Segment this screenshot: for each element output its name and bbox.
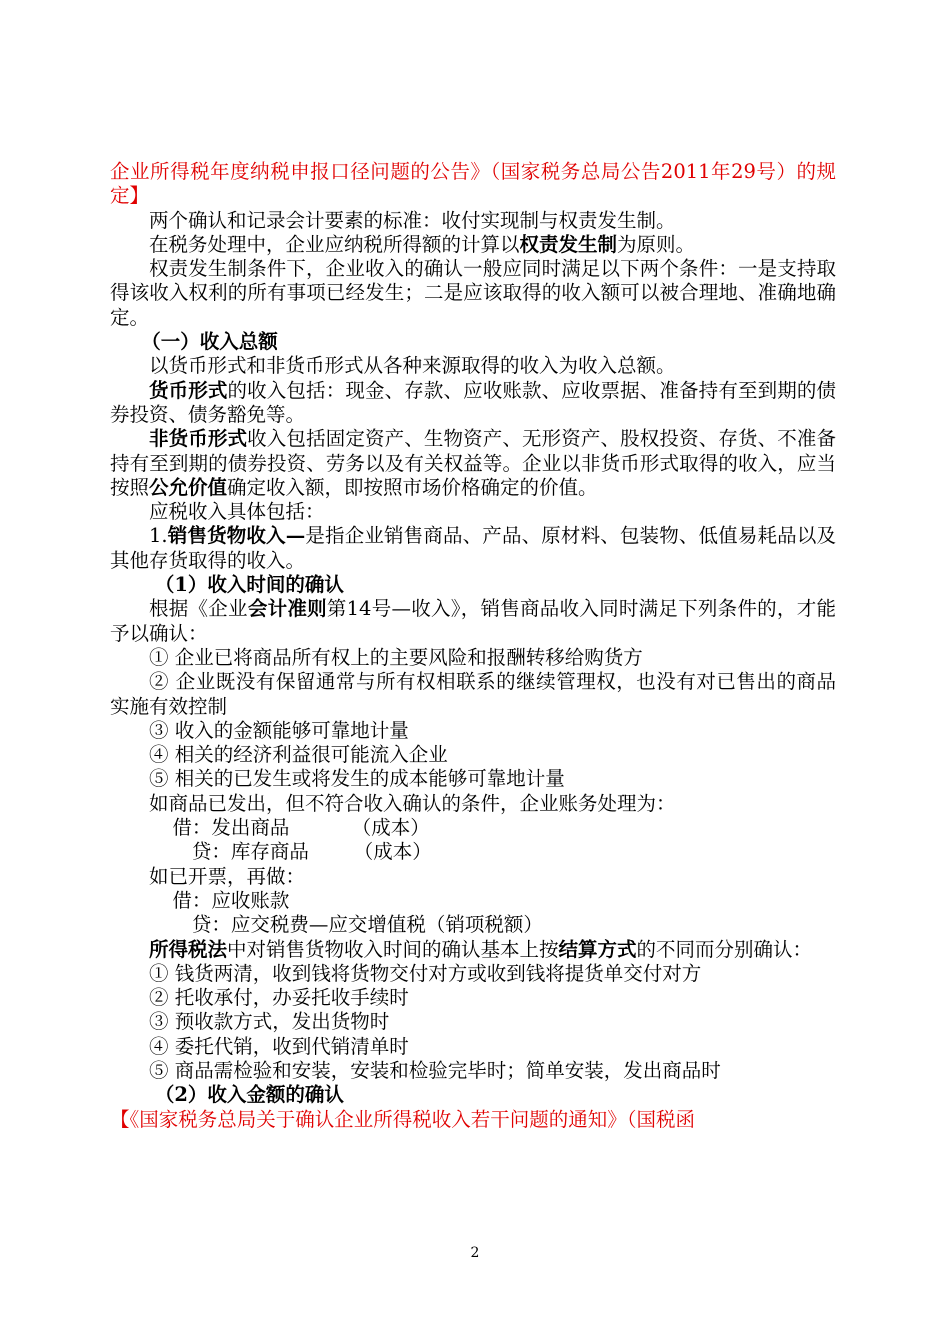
paragraph-invoiced: 如已开票，再做： — [149, 864, 306, 888]
journal-entry-credit: 贷：库存商品 （成本） — [191, 840, 432, 864]
condition-item: ③ 收入的金额能够可靠地计量 — [149, 718, 409, 742]
settlement-item: ② 托收承付，办妥托收手续时 — [149, 986, 409, 1010]
page-number: 2 — [470, 1245, 480, 1261]
journal-entry-debit: 借：发出商品 （成本） — [172, 816, 430, 840]
heading-income-amount: （2）收入金额的确认 — [154, 1083, 344, 1107]
settlement-item: ⑤ 商品需检验和安装，安装和检验完毕时；简单安装，发出商品时 — [149, 1058, 721, 1082]
document-body — [110, 160, 836, 1132]
paragraph-accrual-conditions: 权责发生制条件下，企业收入的确认一般应同时满足以下两个条件：一是支持取得该收入权利的所有事项已经发生；二是应该取得的收入额可以被合理地、准确地确定。 — [110, 257, 836, 329]
paragraph-non-monetary: 非货币形式收入包括固定资产、生物资产、无形资产、股权投资、存货、不准备持有至到期的债券投资、劳务以及有关权益等。企业以非货币形式取得的收入，应当按照公允价值确定收入额，即按照市场价格确定的价值。 — [110, 427, 836, 499]
paragraph-sales-income: 1.销售货物收入—是指企业销售商品、产品、原材料、包装物、低值易耗品以及其他存货取得的收入。 — [110, 524, 836, 572]
journal-entry-debit: 借：应收账款 — [172, 888, 290, 912]
settlement-item: ① 钱货两清，收到钱将货物交付对方或收到钱将提货单交付对方 — [149, 961, 702, 985]
paragraph-total-income: 以货币形式和非货币形式从各种来源取得的收入为收入总额。 — [149, 354, 676, 378]
paragraph-tax-principle: 在税务处理中，企业应纳税所得额的计算以权责发生制为原则。 — [149, 232, 696, 256]
notice-citation-continued: 【《国家税务总局关于确认企业所得税收入若干问题的通知》（国税函 — [110, 1107, 696, 1131]
condition-item: ① 企业已将商品所有权上的主要风险和报酬转移给购货方 — [149, 645, 643, 669]
paragraph-taxable-income: 应税收入具体包括： — [149, 500, 325, 524]
condition-item: ② 企业既没有保留通常与所有权相联系的继续管理权，也没有对已售出的商品实施有效控制 — [110, 670, 836, 718]
settlement-item: ④ 委托代销，收到代销清单时 — [149, 1034, 409, 1058]
paragraph-tax-law: 所得税法中对销售货物收入时间的确认基本上按结算方式的不同而分别确认： — [149, 937, 813, 961]
condition-item: ⑤ 相关的已发生或将发生的成本能够可靠地计量 — [149, 767, 565, 791]
paragraph-shipped-goods: 如商品已发出，但不符合收入确认的条件，企业账务处理为： — [149, 791, 676, 815]
heading-total-income: （一）收入总额 — [141, 330, 278, 354]
paragraph-accounting-standard: 根据《企业会计准则第14号—收入》，销售商品收入同时满足下列条件的，才能予以确认： — [110, 597, 836, 645]
heading-income-time: （1）收入时间的确认 — [154, 573, 344, 597]
condition-item: ④ 相关的经济利益很可能流入企业 — [149, 743, 448, 767]
paragraph-standards: 两个确认和记录会计要素的标准：收付实现制与权责发生制。 — [149, 208, 676, 232]
notice-citation: 企业所得税年度纳税申报口径问题的公告》（国家税务总局公告2011年29号）的规定】 — [110, 160, 836, 208]
settlement-item: ③ 预收款方式，发出货物时 — [149, 1010, 390, 1034]
journal-entry-credit: 贷：应交税费—应交增值税（销项税额） — [191, 913, 543, 937]
paragraph-monetary: 货币形式的收入包括：现金、存款、应收账款、应收票据、准备持有至到期的债券投资、债务豁免等。 — [110, 378, 836, 426]
